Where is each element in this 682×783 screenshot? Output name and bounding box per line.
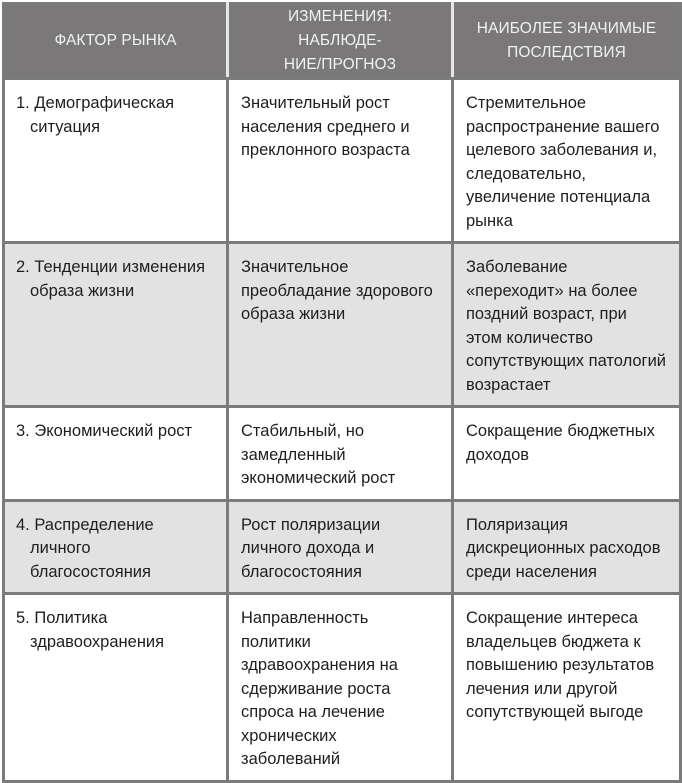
header-market-factor [4,4,228,79]
table-row [4,594,681,782]
factor-cell [4,79,228,243]
header-line: ПОСЛЕДСТВИЯ [507,44,626,61]
header-consequences [453,4,681,79]
factor-text: 1. Демографическая ситуация [16,94,175,136]
change-cell [228,243,453,407]
factor-cell [4,594,228,782]
table-row [4,79,681,243]
table-row [4,407,681,501]
consequence-text: Поляризация дискреционных расходов среди населения [466,515,661,581]
consequence-cell [453,79,681,243]
factor-cell [4,407,228,501]
header-line: ФАКТОР РЫНКА [54,32,177,49]
table-row [4,243,681,407]
header-line: НАИБОЛЕЕ ЗНАЧИМЫЕ [476,20,657,37]
header-line: НИЕ/ПРОГНОЗ [283,56,397,73]
factor-cell [4,500,228,594]
table-row [4,500,681,594]
consequence-text: Сокращение интереса владельцев бюджета к повышению результатов лечения или другой сопутствующей выгоде [466,609,655,721]
change-cell [228,594,453,782]
factor-text: 2. Тенденции изменения образа жизни [16,258,206,300]
market-factors-table [2,2,682,783]
change-text: Рост поляризации личного дохода и благосостояния [241,515,381,581]
consequence-text: Стремительное распространение вашего целевого заболевания и, следовательно, увеличение потенциала рынка [466,94,660,230]
factor-text: 5. Политика здравоохранения [16,609,165,651]
factor-cell [4,243,228,407]
consequence-text: Сокращение бюджетных доходов [466,422,655,464]
change-text: Стабильный, но замедленный экономический рост [241,422,396,487]
header-changes [228,4,453,79]
change-cell [228,407,453,501]
consequence-cell [453,500,681,594]
change-text: Значительное преобладание здорового образа жизни [241,258,433,323]
factor-text: 4. Распределение личного благосостояния [16,515,154,581]
change-cell [228,79,453,243]
consequence-cell [453,243,681,407]
change-text: Направленность политики здравоохранения на сдерживание роста спроса на лечение хронических заболеваний [241,609,398,768]
consequence-text: Заболевание «переходит» на более поздний возраст, при этом количество сопутствующих патологий возрастает [466,258,667,394]
consequence-cell [453,407,681,501]
change-text: Значительный рост населения среднего и преклонного возраста [241,94,410,159]
header-row [4,4,681,79]
consequence-cell [453,594,681,782]
header-line: ИЗМЕНЕНИЯ: НАБЛЮДЕ- [287,8,393,49]
factor-text: 3. Экономический рост [16,422,193,440]
change-cell [228,500,453,594]
